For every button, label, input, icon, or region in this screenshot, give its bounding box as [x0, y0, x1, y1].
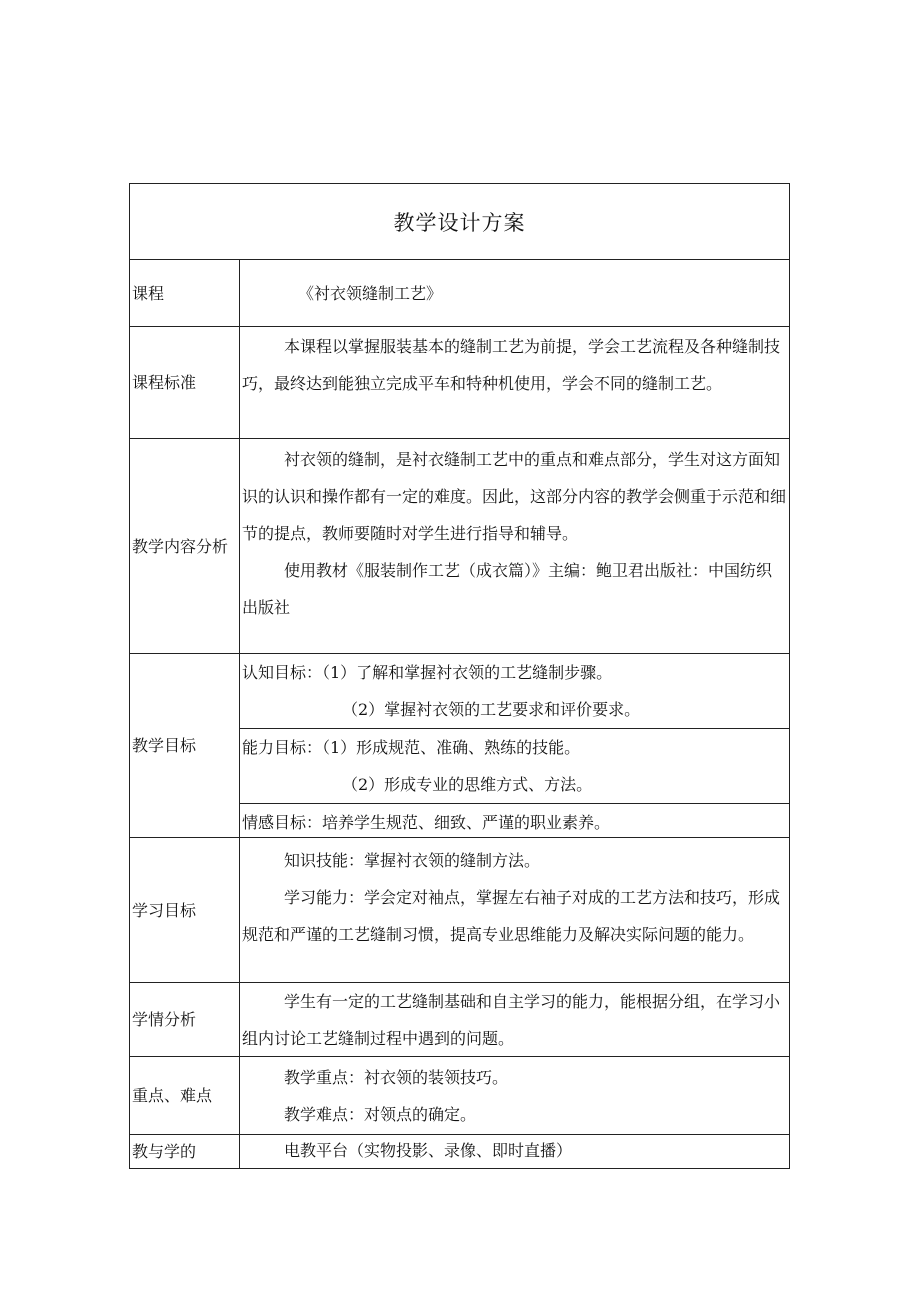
row-teaching-media [130, 1134, 789, 1168]
document-title: 教学设计方案 [393, 210, 526, 235]
emotion-objectives [240, 803, 789, 841]
row-content-analysis [130, 438, 789, 653]
cognitive-objective-2: （2）掌握衬衣领的工艺要求和评价要求。 [342, 700, 641, 719]
learner-analysis-text: 学生有一定的工艺缝制基础和自主学习的能力，能根据分组，在学习小组内讨论工艺缝制过程中遇到的问题。 [242, 992, 781, 1048]
row-label: 教与学的 [130, 1135, 240, 1168]
emotion-objective: 情感目标：培养学生规范、细致、严谨的职业素养。 [242, 813, 611, 832]
row-label: 教学目标 [130, 654, 240, 837]
difficulty-point: 教学难点：对领点的确定。 [284, 1105, 477, 1124]
content-analysis-label: 教学内容分析 [132, 536, 229, 556]
knowledge-skill: 知识技能：掌握衬衣领的缝制方法。 [284, 851, 541, 870]
content-analysis-para-1: 衬衣领的缝制，是衬衣缝制工艺中的重点和难点部分，学生对这方面知识的认识和操作都有一定的难度。因此，这部分内容的教学会侧重于示范和细节的提点，教师要随时对学生进行指导和辅导。 [242, 450, 787, 543]
key-points-text [240, 1057, 789, 1134]
learning-goals-text [240, 838, 789, 982]
ability-objectives [240, 728, 789, 803]
row-learning-goals [130, 837, 789, 982]
media-text: 电教平台（实物投影、录像、即时直播） [284, 1141, 573, 1160]
row-label: 重点、难点 [130, 1057, 240, 1134]
row-course-standard [130, 326, 789, 438]
row-label: 课程 [130, 260, 240, 326]
content-analysis-text [240, 439, 789, 653]
lesson-plan-table [129, 183, 790, 1169]
objectives-list [240, 654, 789, 837]
course-name: 《衬衣领缝制工艺》 [298, 283, 443, 303]
cognitive-objective-1: 认知目标：（1）了解和掌握衬衣领的工艺缝制步骤。 [242, 663, 613, 682]
ability-objective-1: 能力目标：（1）形成规范、准确、熟练的技能。 [242, 738, 581, 757]
cognitive-objectives [240, 654, 789, 728]
ability-objective-2: （2）形成专业的思维方式、方法。 [342, 775, 593, 794]
row-learner-analysis [130, 982, 789, 1056]
row-teaching-objectives [130, 653, 789, 837]
row-label [130, 439, 240, 653]
course-standard-text: 本课程以掌握服装基本的缝制工艺为前提，学会工艺流程及各种缝制技巧，最终达到能独立完成平车和特种机使用，学会不同的缝制工艺。 [242, 337, 781, 393]
row-course [130, 259, 789, 326]
row-label: 课程标准 [130, 327, 240, 438]
row-key-points [130, 1056, 789, 1134]
textbook-info: 使用教材《服装制作工艺（成衣篇）》主编：鲍卫君出版社：中国纺织出版社 [242, 561, 773, 617]
row-label: 学习目标 [130, 838, 240, 982]
learning-ability: 学习能力：学会定对袖点，掌握左右袖子对成的工艺方法和技巧，形成规范和严谨的工艺缝制习惯，提高专业思维能力及解决实际问题的能力。 [242, 888, 781, 944]
row-label: 学情分析 [130, 983, 240, 1056]
key-point: 教学重点：衬衣领的装领技巧。 [284, 1068, 509, 1087]
